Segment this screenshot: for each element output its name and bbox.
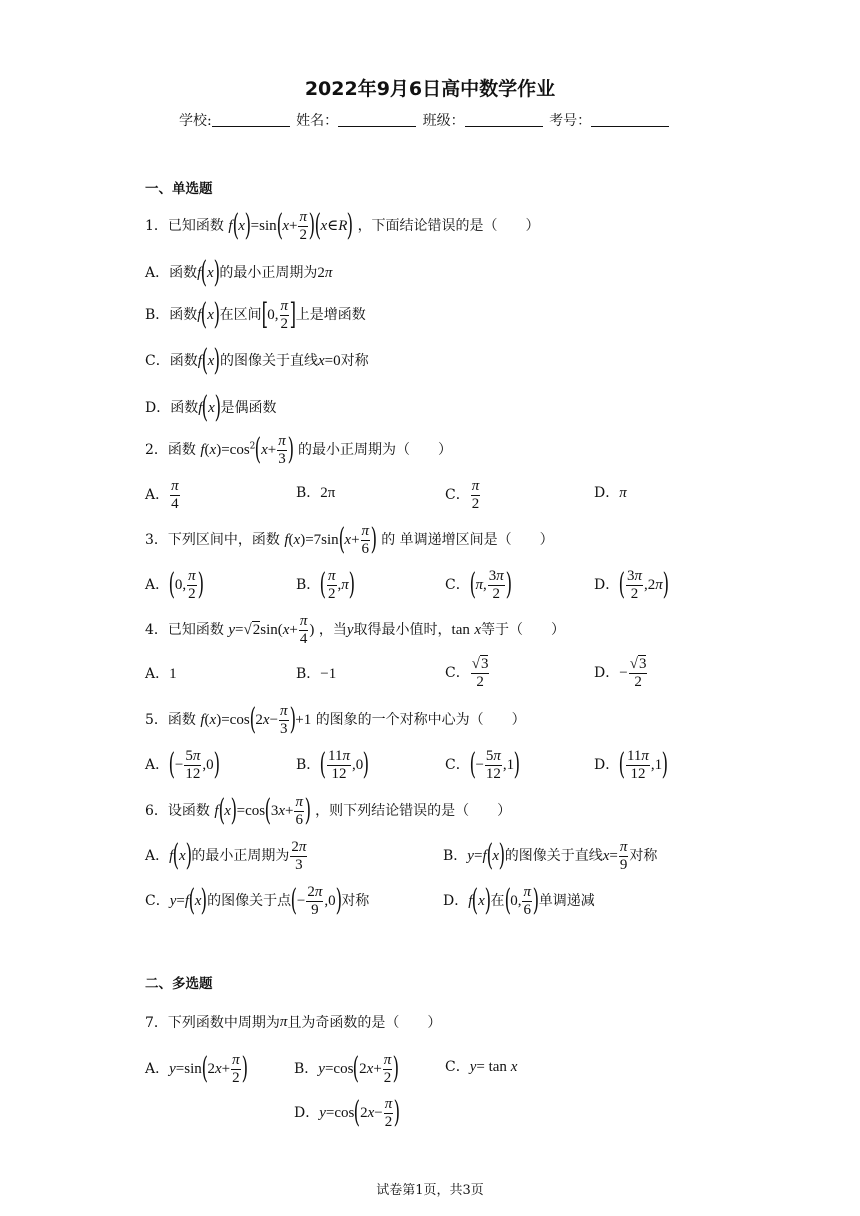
q5-option-c: C．(− $\frac{5\pi}{12}$ ,1) [445,747,521,782]
q4-option-c: C． $\frac{√3}{2}$ [445,656,489,690]
q1-option-c: C．函数f(x)的图像关于直线x=0对称 [145,343,369,378]
question-5: 5．函数 f(x)=cos(2x− $\frac{\pi}{3}$ )+1 的图象的一个对称中心为（ ） [145,702,526,737]
q6-option-b: B．y=f(x)的图像关于直线x= $\frac{\pi}{9}$ 对称 [443,838,658,873]
q2-option-a: A． $\frac{\pi}{4}$ [145,478,179,512]
name-label: 姓名： [296,113,339,129]
q7-option-a: A．y=sin(2x+ $\frac{\pi}{2}$ ) [145,1051,248,1086]
exam-no-blank [591,114,669,127]
q3-option-d: D．( $\frac{3\pi}{2}$ ,2π) [594,567,669,602]
q2-option-b: B．2π [296,485,336,501]
student-info-line [179,114,671,128]
q6-option-c: C．y=f(x)的图像关于点(− $\frac{2\pi}{9}$ ,0)对称 [145,883,370,918]
q4-option-a: A．1 [145,666,177,682]
q7-option-c: C．y= tan x [445,1059,518,1075]
name-blank [338,114,416,127]
q7-option-d: D．y=cos(2x− $\frac{\pi}{2}$ ) [294,1095,401,1130]
class-label: 班级： [422,113,465,129]
q5-option-d: D．( $\frac{11\pi}{12}$ ,1) [594,747,669,782]
q6-option-d: D．f(x)在(0, $\frac{\pi}{6}$ )单调递减 [443,883,595,918]
page-title: 2022年9月6日高中数学作业 [304,78,556,100]
q7-option-b: B．y=cos(2x+ $\frac{\pi}{2}$ ) [294,1051,400,1086]
q4-option-d: D．− $\frac{√3}{2}$ [594,656,647,690]
q3-option-c: C．(π, $\frac{3\pi}{2}$ ) [445,567,512,602]
q1-option-a: A．函数f(x)的最小正周期为2π [145,255,333,290]
question-3: 3．下列区间中，函数 f(x)=7sin(x+ $\frac{\pi}{6}$ ) 的 单调递增区间是（ ） [145,522,554,557]
section-multi-choice: 二、多选题 [145,976,213,992]
q2-option-d: D．π [594,485,627,501]
q1-option-b: B．函数f(x)在区间[0, $\frac{\pi}{2}$ ]上是增函数 [145,297,366,332]
question-1: 1．已知函数 f(x)=sin(x+ $\frac{\pi}{2}$ )(x∈R) ，下面结论错误的是（ ） [145,208,540,243]
question-4: 4．已知函数 y=√2sin(x+ $\frac{\pi}{4}$ ) ，当y取得最小值时，tan x等于（ ） [145,613,565,647]
class-blank [465,114,543,127]
question-2: 2．函数 $f(x)=\cos^2(x+$ $\frac{\pi}{3}$ ) 的最小正周期为（ ） [145,432,452,467]
school-blank [212,114,290,127]
q5-option-a: A．(− $\frac{5\pi}{12}$ ,0) [145,747,220,782]
q1-option-d: D．函数f(x)是偶函数 [145,390,277,425]
q4-option-b: B．−1 [296,666,337,682]
question-7: 7．下列函数中周期为π且为奇函数的是（ ） [145,1014,442,1031]
section-single-choice: 一、单选题 [145,181,213,197]
q5-option-b: B．( $\frac{11\pi}{12}$ ,0) [296,747,370,782]
q3-option-b: B．( $\frac{\pi}{2}$ ,π) [296,567,355,602]
q2-option-c: C． $\frac{\pi}{2}$ [445,478,480,512]
q3-option-a: A．(0, $\frac{\pi}{2}$ ) [145,567,204,602]
school-label: 学校: [179,113,212,129]
exam-no-label: 考号： [549,113,592,129]
question-6: 6．设函数 f(x)=cos(3x+ $\frac{\pi}{6}$ ) ，则下列结论错误的是（ ） [145,793,512,828]
q6-option-a: A．f(x)的最小正周期为 $\frac{2\pi}{3}$ [145,838,307,873]
page-footer: 试卷第1页，共3页 [376,1183,484,1198]
